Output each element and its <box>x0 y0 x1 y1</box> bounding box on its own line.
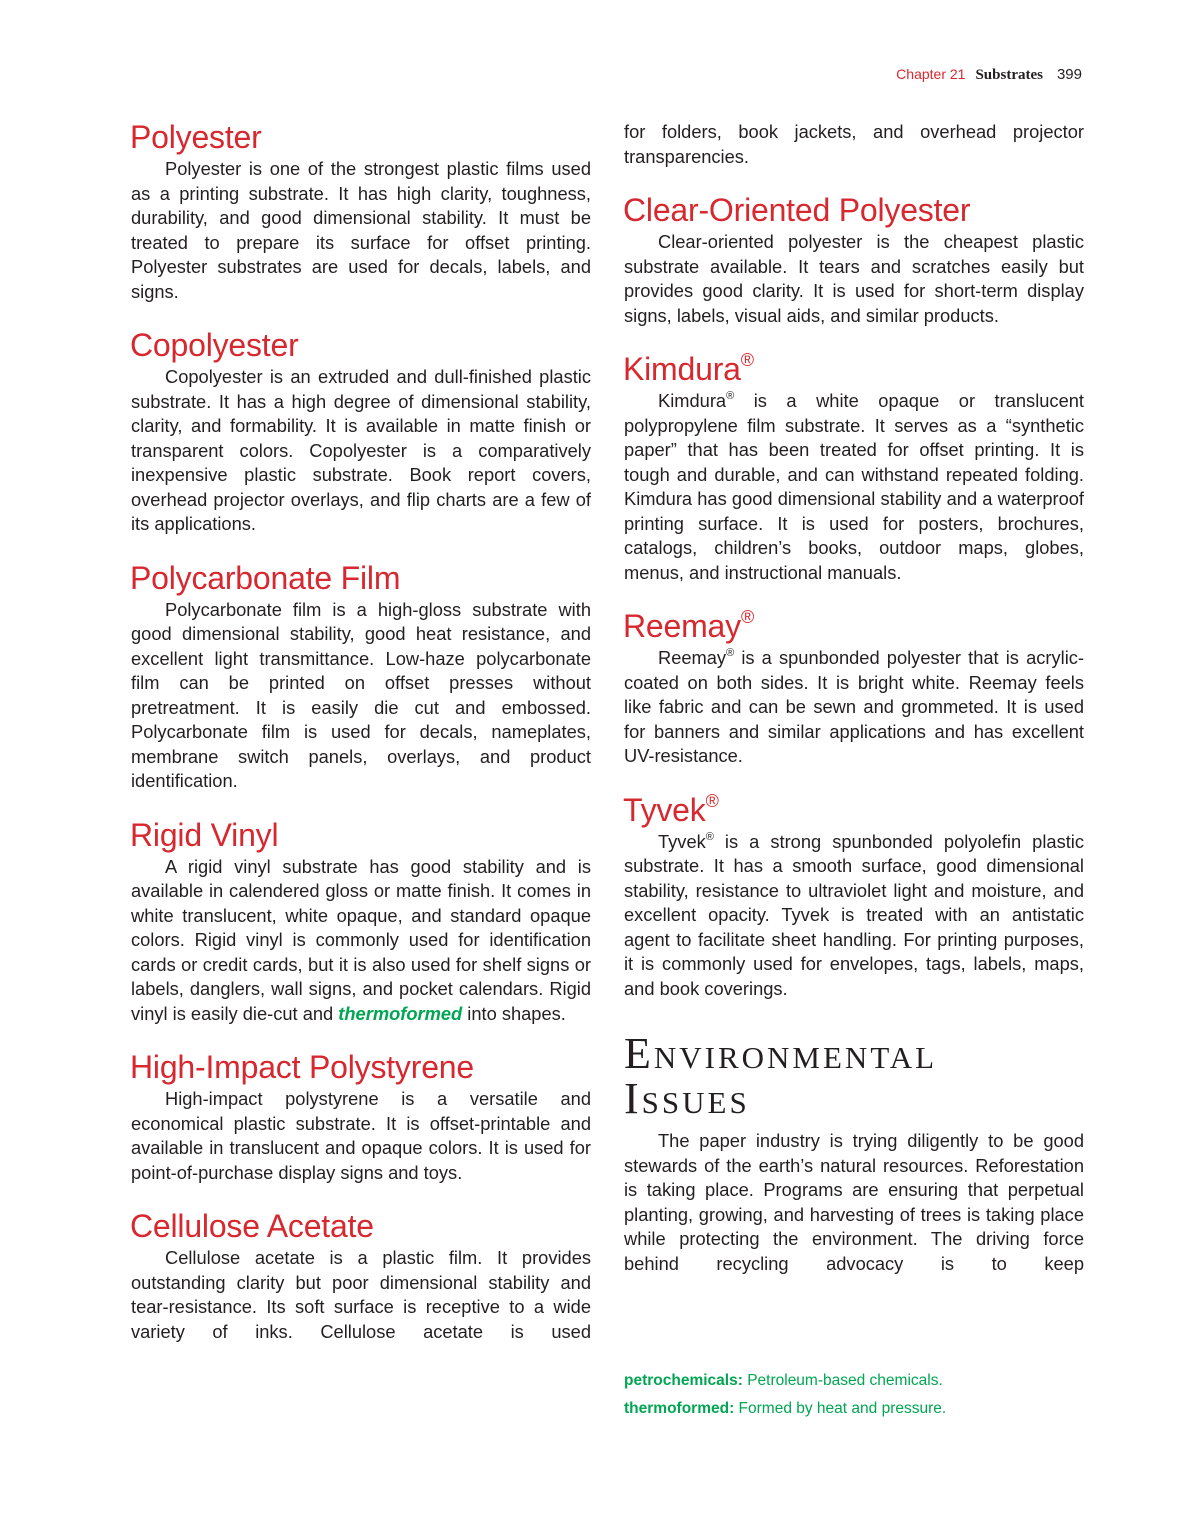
section-rigid-vinyl <box>131 815 591 1027</box>
registered-mark-icon: ® <box>726 390 735 402</box>
section-environmental-issues <box>624 1031 1084 1276</box>
section-body: Cellulose acetate is a plastic film. It provides outstanding clarity but poor dimensional stability and tear-resistance. Its soft surface is receptive to a wide variety of inks. Cellulose acetate is used <box>131 1247 591 1342</box>
section-body: The paper industry is trying diligently to be good stewards of the earth’s natural resources. Reforestation is taking place. Programs are ensuring that perpetual planting, growing, and harvesting of trees is taking place while protecting the environment. The driving force behind recycling advocacy is to keep <box>624 1130 1084 1274</box>
glossary-footnotes <box>624 1367 1094 1423</box>
section-high-impact-polystyrene <box>131 1047 591 1185</box>
heading-text: Tyvek <box>623 791 706 828</box>
section-clear-oriented-polyester <box>624 190 1084 328</box>
glossary-term-link[interactable]: thermoformed <box>338 1002 463 1024</box>
registered-mark-icon: ® <box>705 830 714 843</box>
left-column <box>131 117 591 1344</box>
section-body: High-impact polystyrene is a versatile and economical plastic substrate. It is offset-printable and available in translucent and opaque colors. It is used for point-of-purchase display signs and toys. <box>131 1088 591 1183</box>
major-heading <box>624 1031 1084 1121</box>
section-kimdura <box>624 349 1084 585</box>
body-text: is a white opaque or translucent polypropylene film substrate. It serves as a “synthetic paper” that has been treated for offset printing. It is tough and durable, and can withstand repeated folding. Kimdura has good dimensional stability and a waterproof printing surface. It is used for posters, brochures, catalogs, children’s books, outdoor maps, globes, menus, and instructional manuals. <box>624 390 1084 583</box>
section-heading: High-Impact Polystyrene <box>130 1049 474 1085</box>
body-text: is a strong spunbonded polyolefin plastic substrate. It has a smooth surface, good dimensional stability, resistance to ultraviolet light and moisture, and excellent opacity. Tyvek is treated with an antistatic agent to facilitate sheet handling. For printing purposes, it is commonly used for envelopes, tags, labels, maps, and book coverings. <box>624 830 1084 999</box>
section-heading <box>623 790 1084 830</box>
registered-mark-icon: ® <box>740 350 754 370</box>
section-polycarbonate-film <box>131 558 591 794</box>
section-body <box>624 389 1084 585</box>
glossary-term: thermoformed: <box>624 1400 735 1417</box>
continued-text: for folders, book jackets, and overhead projector transparencies. <box>624 121 1084 167</box>
body-text: Reemay <box>658 647 727 668</box>
right-column <box>624 120 1084 1276</box>
glossary-definition: Formed by heat and pressure. <box>734 1400 947 1417</box>
section-body: Polyester is one of the strongest plastic films used as a printing substrate. It has high clarity, toughness, durability, and good dimensional stability. It must be treated to prepare its surface for offset printing. Polyester substrates are used for decals, labels, and signs. <box>131 158 591 302</box>
body-text: is a spunbonded polyester that is acrylic-coated on both sides. It is bright white. Reemay feels like fabric and can be sewn and grommeted. It is used for banners and similar applications and has excellent UV-resistance. <box>624 647 1084 766</box>
section-heading <box>623 606 1084 646</box>
body-text: into shapes. <box>462 1002 566 1024</box>
section-polyester <box>131 117 591 304</box>
section-reemay <box>624 606 1084 769</box>
registered-mark-icon: ® <box>726 647 735 659</box>
section-heading <box>623 349 1084 389</box>
body-text: Kimdura <box>658 390 727 411</box>
section-heading: Cellulose Acetate <box>130 1208 374 1244</box>
section-heading: Polycarbonate Film <box>130 559 401 596</box>
glossary-entry <box>624 1395 1094 1423</box>
section-heading: Copolyester <box>130 327 299 363</box>
glossary-entry <box>624 1367 1094 1395</box>
glossary-definition: Petroleum-based chemicals. <box>742 1372 943 1389</box>
heading-text: Reemay <box>623 608 741 644</box>
section-tyvek <box>624 790 1084 1002</box>
glossary-term: petrochemicals: <box>624 1372 743 1389</box>
section-heading: Polyester <box>130 119 262 155</box>
section-heading: Clear-Oriented Polyester <box>623 192 971 228</box>
heading-line: Issues <box>624 1074 750 1123</box>
section-body: Clear-oriented polyester is the cheapest plastic substrate available. It tears and scratches easily but provides good clarity. It is used for short-term display signs, labels, visual aids, and similar products. <box>624 231 1084 326</box>
registered-mark-icon: ® <box>740 607 755 627</box>
page-number: 399 <box>1056 66 1082 83</box>
section-body <box>131 855 591 1027</box>
section-body <box>624 646 1084 769</box>
chapter-label: Chapter 21 <box>896 66 966 82</box>
section-cellulose-acetate <box>131 1206 591 1344</box>
section-copolyester <box>131 325 591 537</box>
chapter-title: Substrates <box>975 67 1043 83</box>
body-text: Tyvek <box>658 830 706 852</box>
registered-mark-icon: ® <box>705 790 719 811</box>
heading-text: Kimdura <box>623 351 741 387</box>
section-body: Copolyester is an extruded and dull-finished plastic substrate. It has a high degree of dimensional stability, clarity, and formability. It is available in matte finish or transparent colors. Copolyester is a comparatively inexpensive plastic substrate. Book report covers, overhead projector overlays, and flip charts are a few of its applications. <box>131 366 591 534</box>
running-head <box>896 64 1082 85</box>
section-heading: Rigid Vinyl <box>130 816 279 853</box>
body-text: A rigid vinyl substrate has good stability and is available in calendered gloss or matte finish. It comes in white translucent, white opaque, and standard opaque colors. Rigid vinyl is commonly used for identification cards or credit cards, but it is also used for shelf signs or labels, danglers, wall signs, and pocket calendars. Rigid vinyl is easily die-cut and <box>131 855 591 1024</box>
section-body: Polycarbonate film is a high-gloss substrate with good dimensional stability, good heat resistance, and excellent light transmittance. Low-haze polycarbonate film can be printed on offset presses without pretreatment. It is easily die cut and embossed. Polycarbonate film is used for decals, nameplates, membrane switch panels, overlays, and product identification. <box>131 598 591 791</box>
heading-line: Environmental <box>624 1029 938 1078</box>
section-body <box>624 830 1084 1002</box>
